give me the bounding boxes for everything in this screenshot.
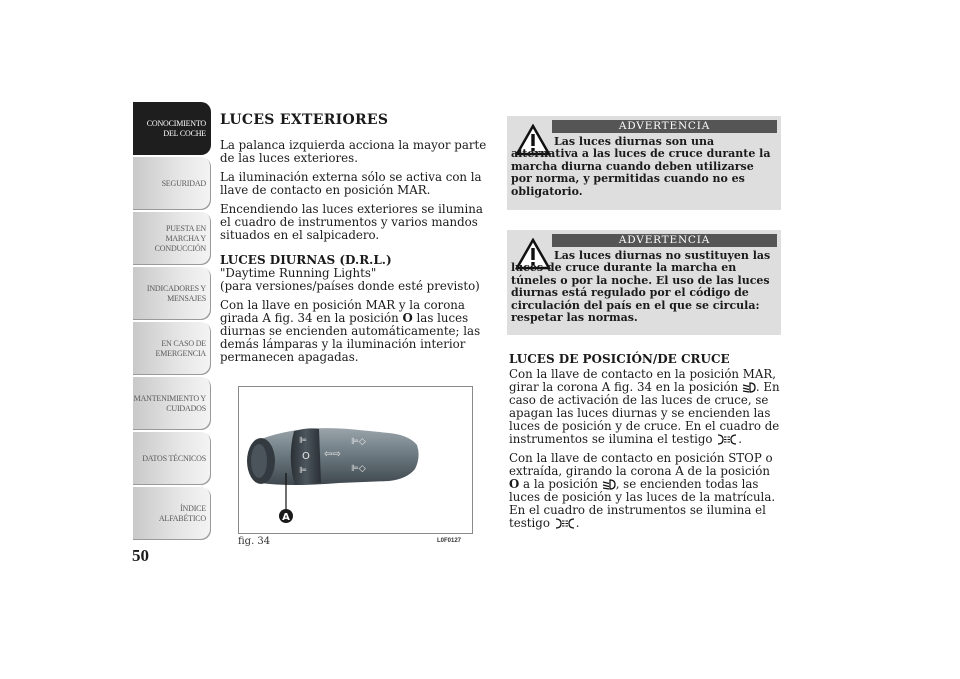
low-beam-icon bbox=[742, 382, 756, 393]
left-column bbox=[220, 114, 492, 370]
text: , se encienden todas las luces de posición y las luces de la matrícula. En el cuadro de instrumentos se ilumina el testigo bbox=[509, 477, 776, 530]
tab-label: PUESTA EN MARCHA Y CONDUCCIÓN bbox=[154, 223, 206, 253]
figure-marker: A bbox=[282, 512, 290, 523]
tab-puesta-en-marcha[interactable] bbox=[133, 212, 211, 265]
text: a la posición bbox=[519, 477, 602, 491]
stalk-figure bbox=[238, 386, 473, 534]
position-lights-icon bbox=[716, 434, 738, 445]
tab-mantenimiento[interactable] bbox=[133, 377, 211, 430]
text: Con la llave en posición MAR y la corona girada A fig. 34 en la posición bbox=[220, 298, 465, 325]
figure-caption: fig. 34 bbox=[238, 536, 271, 547]
paragraph: La iluminación externa sólo se activa con la llave de contacto en posición MAR. bbox=[220, 170, 482, 197]
paragraph bbox=[509, 452, 781, 530]
text: . bbox=[738, 432, 743, 446]
drl-paragraph bbox=[220, 299, 492, 364]
right-column bbox=[509, 353, 781, 536]
position-lights-heading: LUCES DE POSICIÓN/DE CRUCE bbox=[509, 352, 730, 366]
warning-text: Las luces diurnas no sustituyen las luces de cruce durante la marcha en túneles o por la noche. El uso de las luces diurnas está regulado por el código de circulación del país en el que se circula: respetar las normas. bbox=[511, 249, 771, 325]
tab-label: CONOCIMIENTO DEL COCHE bbox=[146, 118, 206, 138]
paragraph bbox=[509, 368, 781, 446]
position-o: O bbox=[402, 311, 413, 325]
tab-seguridad[interactable] bbox=[133, 157, 211, 210]
position-o: O bbox=[509, 477, 520, 491]
warning-box-2 bbox=[507, 230, 781, 335]
page-number: 50 bbox=[132, 546, 149, 565]
svg-text:⇦⇨: ⇦⇨ bbox=[324, 449, 341, 460]
warning-title: ADVERTENCIA bbox=[552, 120, 777, 133]
svg-text:⊫: ⊫ bbox=[299, 466, 307, 476]
figure-code: L0F0127 bbox=[437, 538, 462, 544]
tab-label: SEGURIDAD bbox=[161, 178, 206, 188]
low-beam-icon bbox=[602, 479, 616, 490]
paragraph: La palanca izquierda acciona la mayor parte de las luces exteriores. bbox=[220, 138, 487, 165]
svg-text:⊫◇: ⊫◇ bbox=[351, 437, 366, 447]
svg-text:⊫: ⊫ bbox=[299, 436, 307, 446]
chapter-sidebar bbox=[133, 102, 211, 542]
drl-heading: LUCES DIURNAS (D.R.L.) bbox=[220, 253, 392, 267]
text: las luces diurnas se encienden automáticamente; las demás lámparas y la iluminación interior permanecen apagadas. bbox=[220, 311, 481, 364]
svg-text:O: O bbox=[302, 451, 310, 462]
svg-text:⊫◇: ⊫◇ bbox=[351, 464, 366, 474]
text: Con la llave de contacto en posición STOP o extraída, girando la corona A de la posición bbox=[509, 451, 773, 478]
tab-label: DATOS TÉCNICOS bbox=[142, 453, 206, 463]
section-title: LUCES EXTERIORES bbox=[220, 112, 389, 128]
tab-emergencia[interactable] bbox=[133, 322, 211, 375]
warning-title: ADVERTENCIA bbox=[552, 234, 777, 247]
stalk-illustration bbox=[239, 387, 472, 533]
tab-label: EN CASO DE EMERGENCIA bbox=[155, 338, 206, 358]
tab-label: ÍNDICE ALFABÉTICO bbox=[158, 503, 206, 523]
tab-datos-tecnicos[interactable] bbox=[133, 432, 211, 485]
text: Con la llave de contacto en la posición MAR, girar la corona A fig. 34 en la posición bbox=[509, 367, 776, 394]
warning-box-1 bbox=[507, 116, 781, 210]
tab-conocimiento-del-coche[interactable] bbox=[133, 102, 211, 155]
drl-subtitle: "Daytime Running Lights" bbox=[220, 266, 377, 280]
text: . En caso de activación de las luces de cruce, se apagan las luces diurnas y se encienden las luces de posición y de cruce. En el cuadro de instrumentos se ilumina el testigo bbox=[509, 380, 780, 446]
tab-label: MANTENIMIENTO Y CUIDADOS bbox=[133, 393, 206, 413]
tab-indicadores[interactable] bbox=[133, 267, 211, 320]
position-lights-icon bbox=[554, 518, 576, 529]
drl-note: (para versiones/países donde esté previsto) bbox=[220, 279, 480, 293]
text: . bbox=[575, 516, 580, 530]
tab-label: INDICADORES Y MENSAJES bbox=[146, 283, 206, 303]
warning-text: Las luces diurnas son una alternativa a las luces de cruce durante la marcha diurna cuando deben utilizarse por norma, y permitidas cuando no es obligatorio. bbox=[511, 135, 771, 198]
paragraph: Encendiendo las luces exteriores se ilumina el cuadro de instrumentos y varios mandos situados en el salpicadero. bbox=[220, 202, 483, 242]
tab-indice-alfabetico[interactable] bbox=[133, 487, 211, 540]
